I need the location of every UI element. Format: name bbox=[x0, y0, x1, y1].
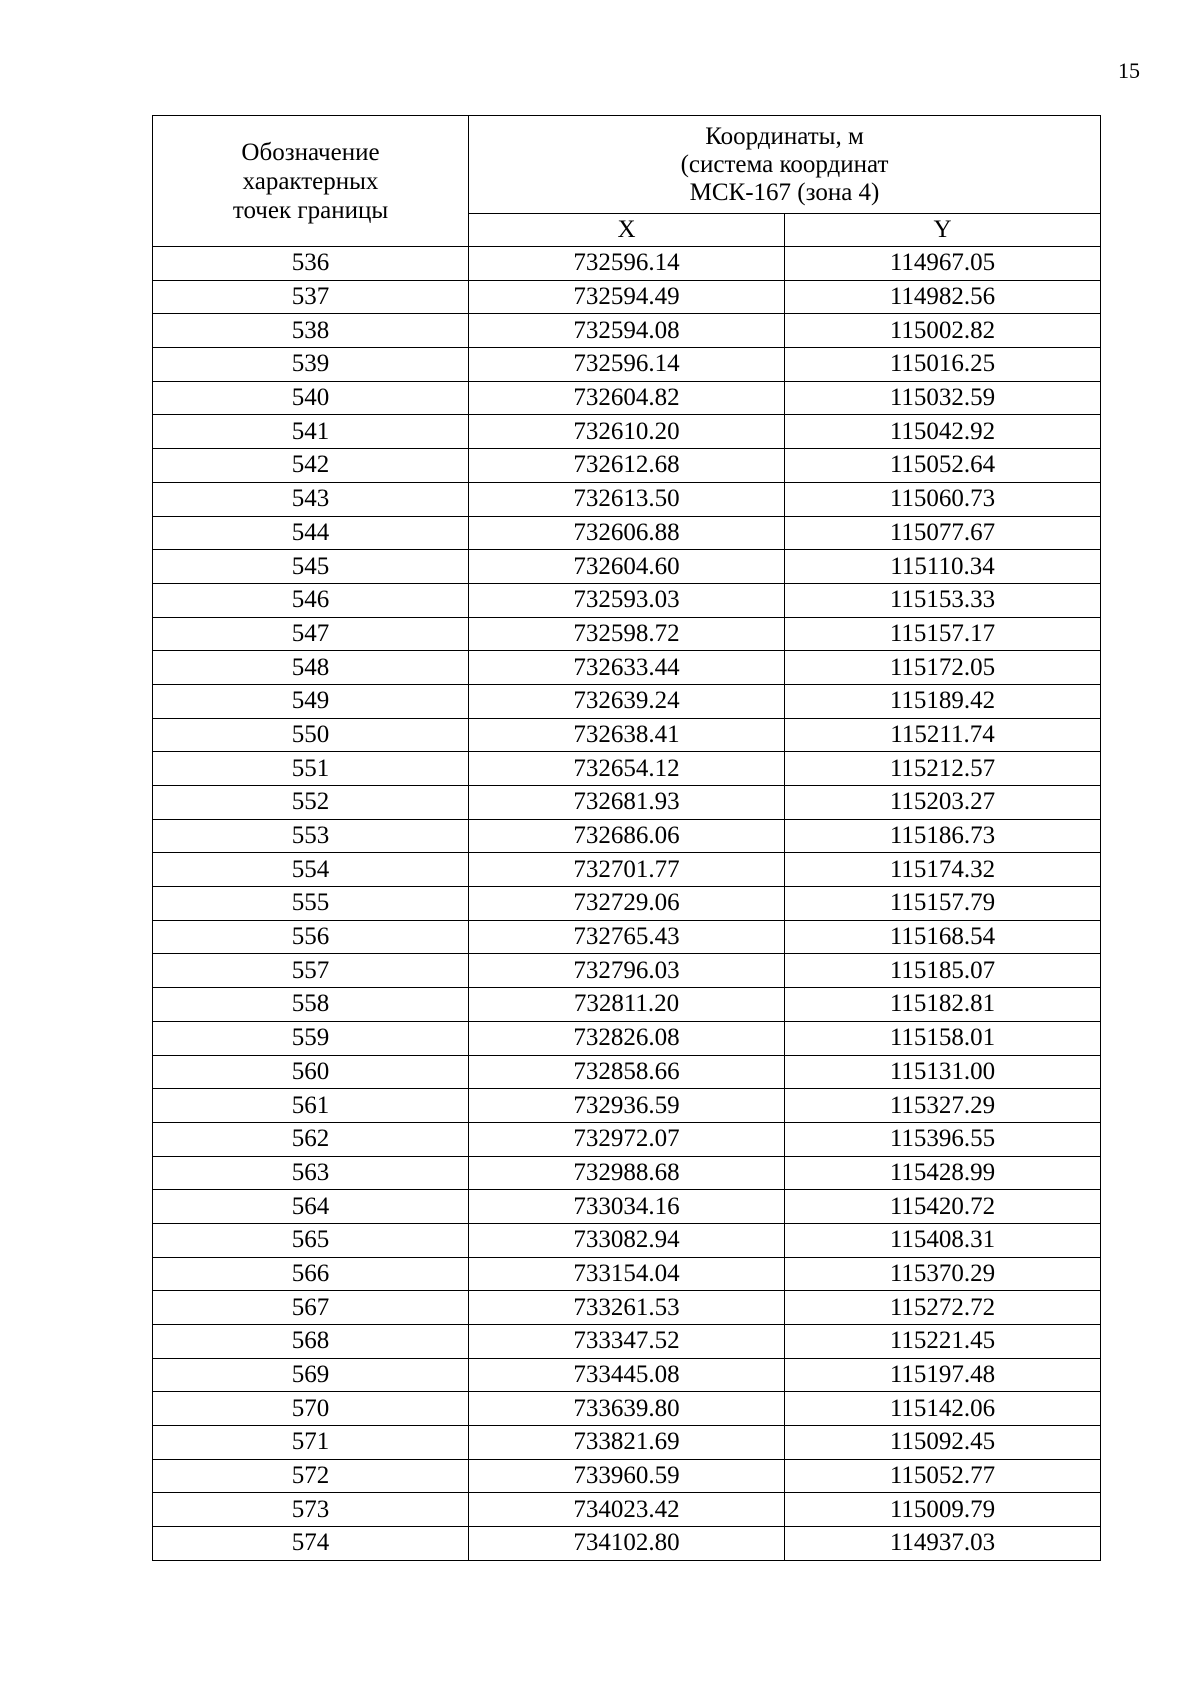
y-coordinate-cell: 115197.48 bbox=[785, 1358, 1101, 1392]
point-cell: 559 bbox=[153, 1021, 469, 1055]
x-coordinate-cell: 732639.24 bbox=[469, 684, 785, 718]
y-coordinate-cell: 115172.05 bbox=[785, 651, 1101, 685]
y-coordinate-cell: 115131.00 bbox=[785, 1055, 1101, 1089]
table-row bbox=[153, 482, 1101, 516]
point-cell: 554 bbox=[153, 853, 469, 887]
x-coordinate-cell: 733082.94 bbox=[469, 1223, 785, 1257]
point-cell: 539 bbox=[153, 348, 469, 382]
point-cell: 550 bbox=[153, 718, 469, 752]
y-coordinate-cell: 114982.56 bbox=[785, 280, 1101, 314]
x-coordinate-cell: 733821.69 bbox=[469, 1426, 785, 1460]
table-row bbox=[153, 1527, 1101, 1561]
y-coordinate-cell: 115142.06 bbox=[785, 1392, 1101, 1426]
table-row bbox=[153, 247, 1101, 281]
y-coordinate-cell: 115002.82 bbox=[785, 314, 1101, 348]
y-column-header: Y bbox=[785, 214, 1101, 247]
table-row bbox=[153, 1021, 1101, 1055]
table-row bbox=[153, 280, 1101, 314]
x-coordinate-cell: 732988.68 bbox=[469, 1156, 785, 1190]
x-coordinate-cell: 733347.52 bbox=[469, 1325, 785, 1359]
table-row bbox=[153, 684, 1101, 718]
y-coordinate-cell: 115077.67 bbox=[785, 516, 1101, 550]
point-cell: 568 bbox=[153, 1325, 469, 1359]
point-cell: 540 bbox=[153, 381, 469, 415]
x-coordinate-cell: 732638.41 bbox=[469, 718, 785, 752]
table-row bbox=[153, 1223, 1101, 1257]
x-coordinate-cell: 732596.14 bbox=[469, 348, 785, 382]
x-coordinate-cell: 732681.93 bbox=[469, 786, 785, 820]
x-coordinate-cell: 733154.04 bbox=[469, 1257, 785, 1291]
table-row bbox=[153, 988, 1101, 1022]
y-coordinate-cell: 115221.45 bbox=[785, 1325, 1101, 1359]
point-cell: 570 bbox=[153, 1392, 469, 1426]
table-row bbox=[153, 1055, 1101, 1089]
point-cell: 571 bbox=[153, 1426, 469, 1460]
point-cell: 552 bbox=[153, 786, 469, 820]
point-cell: 569 bbox=[153, 1358, 469, 1392]
x-coordinate-cell: 732606.88 bbox=[469, 516, 785, 550]
table-row bbox=[153, 348, 1101, 382]
y-coordinate-cell: 115174.32 bbox=[785, 853, 1101, 887]
point-cell: 574 bbox=[153, 1527, 469, 1561]
point-cell: 544 bbox=[153, 516, 469, 550]
point-cell: 542 bbox=[153, 449, 469, 483]
x-column-header: X bbox=[469, 214, 785, 247]
y-coordinate-cell: 115158.01 bbox=[785, 1021, 1101, 1055]
table-row bbox=[153, 1459, 1101, 1493]
coords-header-line-3: МСК-167 (зона 4) bbox=[689, 178, 880, 206]
coordinates-column-header bbox=[469, 116, 1101, 214]
x-coordinate-cell: 732594.08 bbox=[469, 314, 785, 348]
x-coordinate-cell: 732612.68 bbox=[469, 449, 785, 483]
coordinates-table bbox=[152, 115, 1101, 1561]
point-cell: 556 bbox=[153, 920, 469, 954]
point-cell: 553 bbox=[153, 819, 469, 853]
point-cell: 541 bbox=[153, 415, 469, 449]
table-row bbox=[153, 1156, 1101, 1190]
point-cell: 548 bbox=[153, 651, 469, 685]
table-row bbox=[153, 651, 1101, 685]
y-coordinate-cell: 115110.34 bbox=[785, 550, 1101, 584]
y-coordinate-cell: 115186.73 bbox=[785, 819, 1101, 853]
point-cell: 573 bbox=[153, 1493, 469, 1527]
y-coordinate-cell: 115185.07 bbox=[785, 954, 1101, 988]
point-cell: 567 bbox=[153, 1291, 469, 1325]
point-cell: 549 bbox=[153, 684, 469, 718]
x-coordinate-cell: 732972.07 bbox=[469, 1122, 785, 1156]
x-coordinate-cell: 732796.03 bbox=[469, 954, 785, 988]
y-coordinate-cell: 115370.29 bbox=[785, 1257, 1101, 1291]
y-coordinate-cell: 115157.79 bbox=[785, 887, 1101, 921]
point-cell: 560 bbox=[153, 1055, 469, 1089]
point-cell: 565 bbox=[153, 1223, 469, 1257]
table-row bbox=[153, 853, 1101, 887]
table-row bbox=[153, 954, 1101, 988]
x-coordinate-cell: 733445.08 bbox=[469, 1358, 785, 1392]
point-cell: 557 bbox=[153, 954, 469, 988]
x-coordinate-cell: 732811.20 bbox=[469, 988, 785, 1022]
table-row bbox=[153, 449, 1101, 483]
y-coordinate-cell: 115182.81 bbox=[785, 988, 1101, 1022]
table-row bbox=[153, 1358, 1101, 1392]
table-row bbox=[153, 1122, 1101, 1156]
x-coordinate-cell: 732613.50 bbox=[469, 482, 785, 516]
table-row bbox=[153, 1426, 1101, 1460]
y-coordinate-cell: 115420.72 bbox=[785, 1190, 1101, 1224]
x-coordinate-cell: 733034.16 bbox=[469, 1190, 785, 1224]
points-header-line-2: характерных bbox=[242, 167, 379, 195]
point-cell: 547 bbox=[153, 617, 469, 651]
table-row bbox=[153, 1089, 1101, 1123]
x-coordinate-cell: 732593.03 bbox=[469, 583, 785, 617]
y-coordinate-cell: 115153.33 bbox=[785, 583, 1101, 617]
x-coordinate-cell: 733261.53 bbox=[469, 1291, 785, 1325]
x-coordinate-cell: 732765.43 bbox=[469, 920, 785, 954]
table-row bbox=[153, 718, 1101, 752]
point-cell: 555 bbox=[153, 887, 469, 921]
x-coordinate-cell: 732701.77 bbox=[469, 853, 785, 887]
y-coordinate-cell: 115272.72 bbox=[785, 1291, 1101, 1325]
point-cell: 536 bbox=[153, 247, 469, 281]
table-row bbox=[153, 752, 1101, 786]
point-cell: 572 bbox=[153, 1459, 469, 1493]
point-cell: 545 bbox=[153, 550, 469, 584]
point-cell: 551 bbox=[153, 752, 469, 786]
point-cell: 537 bbox=[153, 280, 469, 314]
x-coordinate-cell: 732686.06 bbox=[469, 819, 785, 853]
y-coordinate-cell: 115092.45 bbox=[785, 1426, 1101, 1460]
point-cell: 561 bbox=[153, 1089, 469, 1123]
x-coordinate-cell: 732654.12 bbox=[469, 752, 785, 786]
x-coordinate-cell: 734023.42 bbox=[469, 1493, 785, 1527]
x-coordinate-cell: 732729.06 bbox=[469, 887, 785, 921]
table-row bbox=[153, 1392, 1101, 1426]
y-coordinate-cell: 115408.31 bbox=[785, 1223, 1101, 1257]
coords-header-line-1: Координаты, м bbox=[705, 122, 864, 150]
point-cell: 558 bbox=[153, 988, 469, 1022]
y-coordinate-cell: 115016.25 bbox=[785, 348, 1101, 382]
table-row bbox=[153, 819, 1101, 853]
x-coordinate-cell: 732604.60 bbox=[469, 550, 785, 584]
point-cell: 538 bbox=[153, 314, 469, 348]
page-number: 15 bbox=[1118, 58, 1140, 83]
points-header-line-3: точек границы bbox=[232, 196, 389, 224]
y-coordinate-cell: 115211.74 bbox=[785, 718, 1101, 752]
y-coordinate-cell: 114937.03 bbox=[785, 1527, 1101, 1561]
y-coordinate-cell: 115327.29 bbox=[785, 1089, 1101, 1123]
x-coordinate-cell: 732610.20 bbox=[469, 415, 785, 449]
coords-header-line-2: (система координат bbox=[680, 150, 889, 178]
table-row bbox=[153, 1257, 1101, 1291]
table-row bbox=[153, 583, 1101, 617]
y-coordinate-cell: 115396.55 bbox=[785, 1122, 1101, 1156]
x-coordinate-cell: 732936.59 bbox=[469, 1089, 785, 1123]
y-coordinate-cell: 115428.99 bbox=[785, 1156, 1101, 1190]
y-coordinate-cell: 115212.57 bbox=[785, 752, 1101, 786]
x-coordinate-cell: 734102.80 bbox=[469, 1527, 785, 1561]
x-coordinate-cell: 732826.08 bbox=[469, 1021, 785, 1055]
point-cell: 546 bbox=[153, 583, 469, 617]
points-column-header bbox=[153, 116, 469, 247]
table-row bbox=[153, 617, 1101, 651]
table-row bbox=[153, 887, 1101, 921]
point-cell: 566 bbox=[153, 1257, 469, 1291]
table-row bbox=[153, 516, 1101, 550]
y-coordinate-cell: 115189.42 bbox=[785, 684, 1101, 718]
table-row bbox=[153, 550, 1101, 584]
x-coordinate-cell: 732598.72 bbox=[469, 617, 785, 651]
table-row bbox=[153, 1291, 1101, 1325]
table-row bbox=[153, 381, 1101, 415]
x-coordinate-cell: 732858.66 bbox=[469, 1055, 785, 1089]
y-coordinate-cell: 115009.79 bbox=[785, 1493, 1101, 1527]
x-coordinate-cell: 732594.49 bbox=[469, 280, 785, 314]
y-coordinate-cell: 114967.05 bbox=[785, 247, 1101, 281]
y-coordinate-cell: 115052.64 bbox=[785, 449, 1101, 483]
y-coordinate-cell: 115203.27 bbox=[785, 786, 1101, 820]
point-cell: 564 bbox=[153, 1190, 469, 1224]
y-coordinate-cell: 115168.54 bbox=[785, 920, 1101, 954]
table-row bbox=[153, 1190, 1101, 1224]
table-row bbox=[153, 1493, 1101, 1527]
table-row bbox=[153, 415, 1101, 449]
x-coordinate-cell: 733639.80 bbox=[469, 1392, 785, 1426]
y-coordinate-cell: 115042.92 bbox=[785, 415, 1101, 449]
point-cell: 563 bbox=[153, 1156, 469, 1190]
table-row bbox=[153, 314, 1101, 348]
table-header bbox=[153, 116, 1101, 247]
y-coordinate-cell: 115157.17 bbox=[785, 617, 1101, 651]
x-coordinate-cell: 733960.59 bbox=[469, 1459, 785, 1493]
x-coordinate-cell: 732596.14 bbox=[469, 247, 785, 281]
x-coordinate-cell: 732604.82 bbox=[469, 381, 785, 415]
table-row bbox=[153, 920, 1101, 954]
table-row bbox=[153, 786, 1101, 820]
point-cell: 562 bbox=[153, 1122, 469, 1156]
y-coordinate-cell: 115060.73 bbox=[785, 482, 1101, 516]
y-coordinate-cell: 115032.59 bbox=[785, 381, 1101, 415]
point-cell: 543 bbox=[153, 482, 469, 516]
x-coordinate-cell: 732633.44 bbox=[469, 651, 785, 685]
y-coordinate-cell: 115052.77 bbox=[785, 1459, 1101, 1493]
points-header-line-1: Обозначение bbox=[241, 138, 380, 166]
table-body bbox=[153, 247, 1101, 1561]
table-row bbox=[153, 1325, 1101, 1359]
